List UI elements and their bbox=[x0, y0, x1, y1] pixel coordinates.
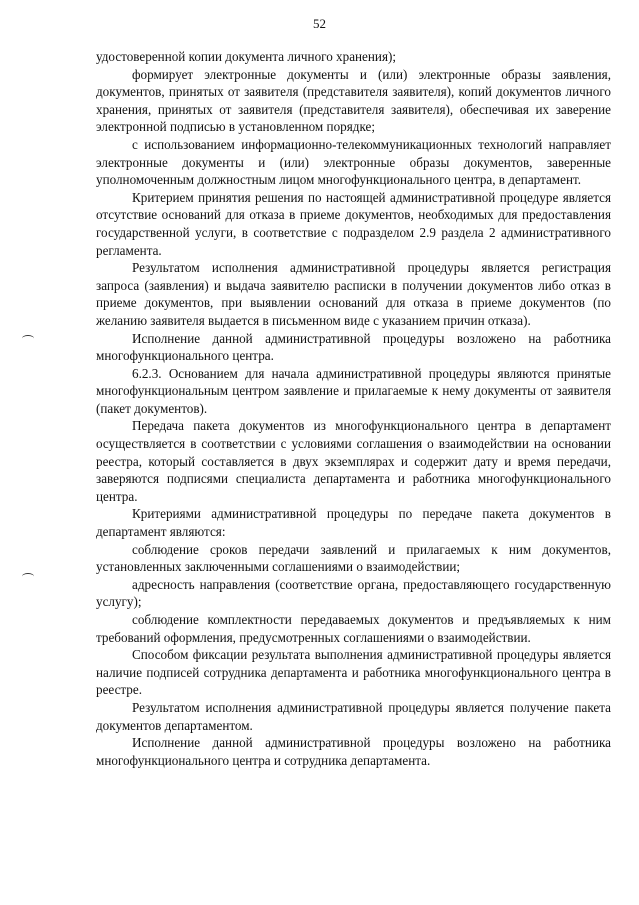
binding-hole-mark bbox=[22, 335, 34, 342]
page-number: 52 bbox=[313, 16, 326, 31]
paragraph: Результатом исполнения административной процедуры является регистрация запроса (заявления) и выдача заявителю расписки в получении документов либо отказ в приеме документов, при выявлении оснований для отказа в приеме документов (по желанию заявителя выдается в письменном виде с указанием причин отказа). bbox=[96, 260, 611, 328]
document-body bbox=[96, 48, 611, 769]
paragraph: Исполнение данной административной процедуры возложено на работника многофункционального центра. bbox=[96, 330, 611, 364]
paragraph: Передача пакета документов из многофункционального центра в департамент осуществляется в соответствии с условиями соглашения о взаимодействии на основании реестра, который составляется в двух экземплярах и содержит дату и время передачи, заверяются подписями специалиста департамента и работника многофункционального центра. bbox=[96, 418, 611, 504]
paragraph: с использованием информационно-телекоммуникационных технологий направляет электронные документы и (или) электронные образы документов, заверенные уполномоченным должностным лицом многофункционального центра, в департамент. bbox=[96, 136, 611, 188]
paragraph: соблюдение сроков передачи заявлений и прилагаемых к ним документов, установленных заключенными соглашениями о взаимодействии; bbox=[96, 541, 611, 575]
paragraph: Исполнение данной административной процедуры возложено на работника многофункционального центра и сотрудника департамента. bbox=[96, 735, 611, 768]
paragraph: Критериями административной процедуры по передаче пакета документов в департамент являются: bbox=[96, 506, 611, 540]
paragraph: 6.2.3. Основанием для начала административной процедуры являются принятые многофункциональным центром заявление и прилагаемые к нему документы от заявителя (пакет документов). bbox=[96, 365, 611, 416]
paragraph: Критерием принятия решения по настоящей административной процедуре является отсутствие оснований для отказа в приеме документов, необходимых для предоставления государственной услуги, в соответствие с подразделом 2.9 раздела 2 административного регламента. bbox=[96, 189, 611, 258]
paragraph: соблюдение комплектности передаваемых документов и предъявляемых к ним требований оформления, предусмотренных соглашениями о взаимодействии. bbox=[96, 612, 611, 645]
paragraph: Способом фиксации результата выполнения административной процедуры является наличие подписей сотрудника департамента и работника многофункционального центра в реестре. bbox=[96, 647, 611, 698]
paragraph: адресность направления (соответствие органа, предоставляющего государственную услугу); bbox=[96, 576, 611, 610]
paragraph: удостоверенной копии документа личного хранения); bbox=[96, 49, 397, 64]
paragraph: Результатом исполнения административной процедуры является получение пакета документов департаментом. bbox=[96, 699, 611, 733]
paragraph: формирует электронные документы и (или) электронные образы заявления, документов, принятых от заявителя (представителя заявителя), копий документов личного хранения, принятых от заявителя (представителя заявителя), обеспечивая их заверение электронной подписью в установленном порядке; bbox=[96, 66, 611, 135]
binding-hole-mark bbox=[22, 573, 34, 580]
